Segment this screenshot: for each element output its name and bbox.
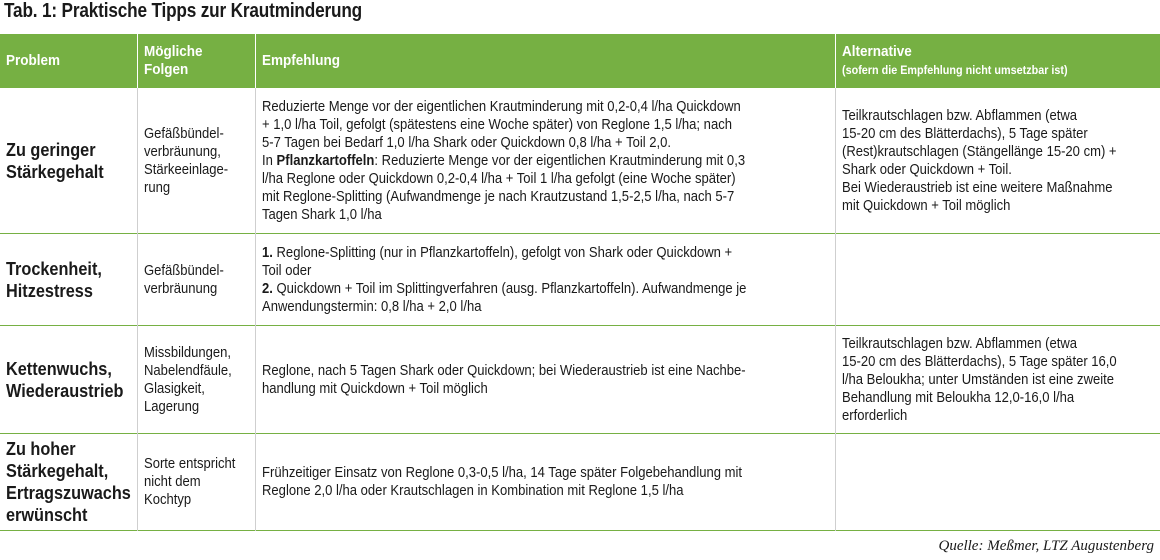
- folgen-cell: Gefäßbündel- verbräunung: [137, 234, 255, 326]
- table-row: [0, 234, 1160, 326]
- header-problem: Problem: [0, 34, 137, 88]
- folgen-cell: Sorte entspricht nicht dem Kochtyp: [137, 434, 255, 531]
- alternative-cell: [835, 234, 1160, 326]
- empfehlung-cell: Reduzierte Menge vor der eigentlichen Krautminderung mit 0,2-0,4 l/ha Quickdown + 1,0 l/ha Toil, gefolgt (spätestens eine Woche später) von Reglone 1,5 l/ha; nach 5-7 Tagen bei Bedarf 1,0 l/ha Shark oder Quickdown 0,8 l/ha + Toil 2,0. In Pflanzkartoffeln: Reduzierte Menge vor der eigentlichen Krautminderung mit 0,3 l/ha Reglone oder Quickdown 0,2-0,4 l/ha + Toil 1 l/ha gefolgt (eine Woche später) mit Reglone-Splitting (Aufwandmenge je nach Krautzustand 1,5-2,5 l/ha, nach 5-7 Tagen Shark 1,0 l/ha: [255, 88, 835, 234]
- recommendations-table: [0, 34, 1160, 531]
- table-row: [0, 326, 1160, 434]
- alternative-cell: Teilkrautschlagen bzw. Abflammen (etwa 15-20 cm des Blätterdachs), 5 Tage später 16,0 l/ha Beloukha; unter Umständen ist eine zweite Behandlung mit Beloukha 12,0-16,0 l/ha erforderlich: [835, 326, 1160, 434]
- problem-cell: Trockenheit, Hitzestress: [6, 257, 102, 301]
- alternative-cell: [835, 434, 1160, 531]
- header-empfehlung: Empfehlung: [255, 34, 835, 88]
- table-title: Tab. 1: Praktische Tipps zur Krautminderung: [4, 0, 363, 22]
- table-row: [0, 434, 1160, 531]
- table-row: [0, 88, 1160, 234]
- header-row: [0, 34, 1160, 88]
- header-folgen: Mögliche Folgen: [137, 34, 255, 88]
- empfehlung-cell: 1. Reglone-Splitting (nur in Pflanzkartoffeln), gefolgt von Shark oder Quickdown + Toil oder 2. Quickdown + Toil im Splittingverfahren (ausg. Pflanzkartoffeln). Aufwandmenge je Anwendungstermin: 0,8 l/ha + 2,0 l/ha: [255, 234, 835, 326]
- problem-cell: Zu geringer Stärkegehalt: [6, 138, 104, 182]
- folgen-cell: Missbildungen, Nabelendfäule, Glasigkeit, Lagerung: [137, 326, 255, 434]
- problem-cell: Zu hoher Stärkegehalt, Ertragszuwachs erwünscht: [6, 438, 131, 525]
- header-alternative: Alternative (sofern die Empfehlung nicht umsetzbar ist): [835, 34, 1160, 88]
- folgen-cell: Gefäßbündel- verbräunung, Stärkeeinlage- rung: [137, 88, 255, 234]
- alternative-cell: Teilkrautschlagen bzw. Abflammen (etwa 15-20 cm des Blätterdachs), 5 Tage später (Rest)krautschlagen (Stängellänge 15-20 cm) + Shark oder Quickdown + Toil. Bei Wiederaustrieb ist eine weitere Maßnahme mit Quickdown + Toil möglich: [835, 88, 1160, 234]
- problem-cell: Kettenwuchs, Wiederaustrieb: [6, 357, 124, 401]
- source-note: Quelle: Meßmer, LTZ Augustenberg: [938, 538, 1154, 554]
- empfehlung-cell: Reglone, nach 5 Tagen Shark oder Quickdown; bei Wiederaustrieb ist eine Nachbe- handlung mit Quickdown + Toil möglich: [255, 326, 835, 434]
- empfehlung-cell: Frühzeitiger Einsatz von Reglone 0,3-0,5 l/ha, 14 Tage später Folgebehandlung mit Reglone 2,0 l/ha oder Krautschlagen in Kombination mit Reglone 1,5 l/ha: [255, 434, 835, 531]
